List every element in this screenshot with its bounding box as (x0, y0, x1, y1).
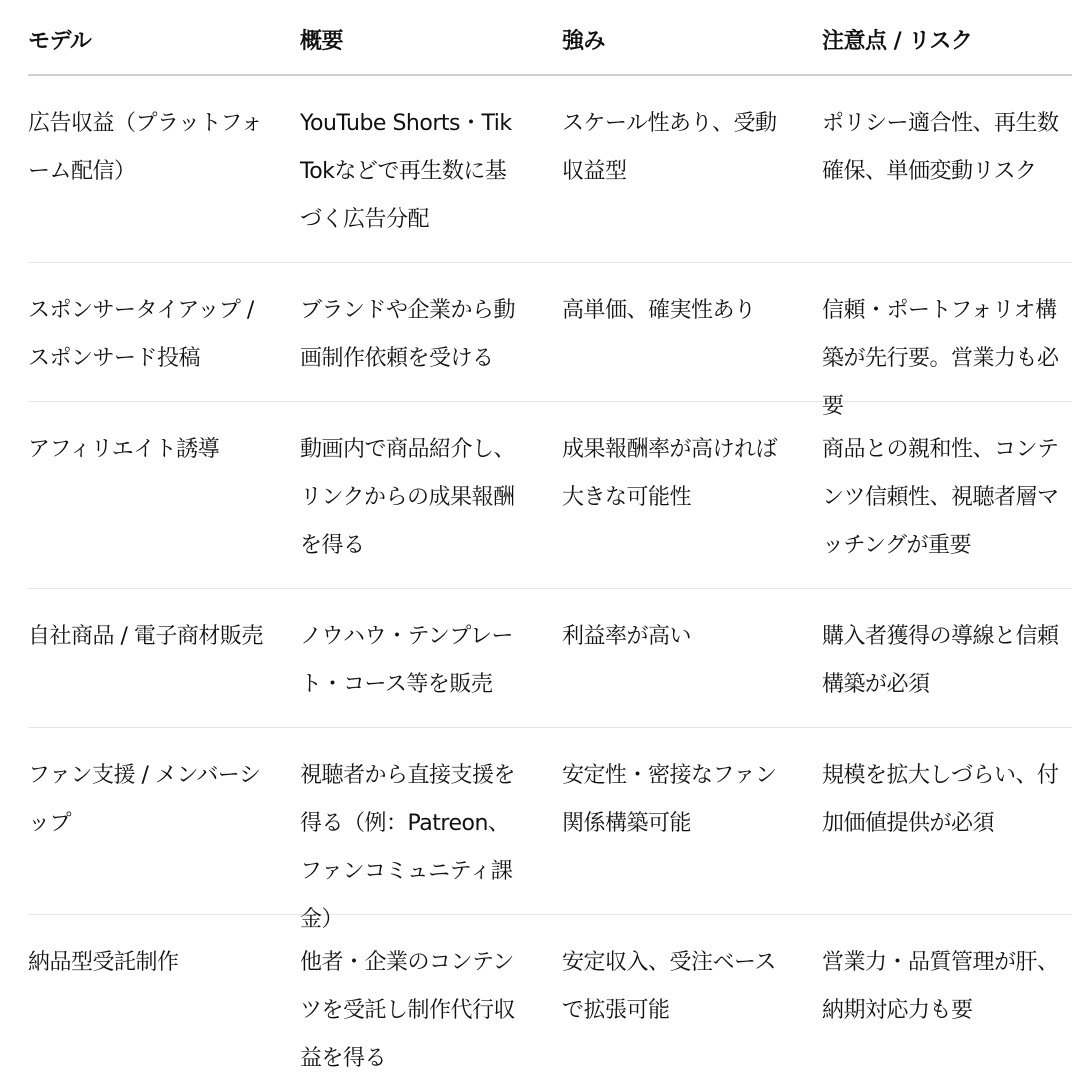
cell-model: ファン支援 / メンバーシップ (28, 763, 261, 836)
cell-summary: YouTube Shorts・TikTokなどで再生数に基づく広告分配 (300, 111, 512, 232)
cell-summary: 動画内で商品紹介し、リンクからの成果報酬を得る (300, 437, 516, 558)
cell-strength: 成果報酬率が高ければ大きな可能性 (562, 437, 778, 510)
cell-summary: ブランドや企業から動画制作依頼を受ける (300, 298, 516, 371)
header-summary: 概要 (300, 29, 344, 54)
table-row (28, 589, 1072, 728)
cell-risk: 商品との親和性、コンテンツ信頼性、視聴者層マッチングが重要 (822, 437, 1059, 558)
cell-summary: ノウハウ・テンプレート・コース等を販売 (300, 624, 514, 697)
cell-strength: 利益率が高い (562, 624, 692, 649)
table-row (28, 402, 1072, 589)
business-model-table (28, 0, 1072, 1087)
cell-strength: 安定性・密接なファン関係構築可能 (562, 763, 777, 836)
cell-risk: 信頼・ポートフォリオ構築が先行要。営業力も必要 (822, 298, 1059, 419)
cell-model: 納品型受託制作 (28, 950, 179, 975)
cell-risk: ポリシー適合性、再生数確保、単価変動リスク (822, 111, 1059, 184)
cell-risk: 購入者獲得の導線と信頼構築が必須 (822, 624, 1059, 697)
header-strength: 強み (562, 29, 606, 54)
table-row (28, 76, 1072, 263)
header-model: モデル (28, 29, 92, 54)
table-row (28, 263, 1072, 419)
cell-risk: 規模を拡大しづらい、付加価値提供が必須 (822, 763, 1059, 836)
cell-model: スポンサータイアップ / スポンサード投稿 (28, 298, 254, 371)
cell-summary: 視聴者から直接支援を得る（例：Patreon、ファンコミュニティ課金） (300, 763, 516, 932)
cell-strength: 高単価、確実性あり (562, 298, 756, 323)
cell-strength: 安定収入、受注ベースで拡張可能 (562, 950, 776, 1023)
cell-model: アフィリエイト誘導 (28, 437, 220, 462)
cell-strength: スケール性あり、受動収益型 (562, 111, 777, 184)
cell-model: 広告収益（プラットフォーム配信） (28, 111, 263, 184)
cell-summary: 他者・企業のコンテンツを受託し制作代行収益を得る (300, 950, 516, 1071)
table-header-row (28, 0, 1072, 76)
cell-model: 自社商品 / 電子商材販売 (28, 624, 263, 649)
table-row (28, 915, 1072, 1087)
table-row (28, 728, 1072, 932)
cell-risk: 営業力・品質管理が肝、納期対応力も要 (822, 950, 1059, 1023)
header-risk: 注意点 / リスク (822, 29, 973, 54)
